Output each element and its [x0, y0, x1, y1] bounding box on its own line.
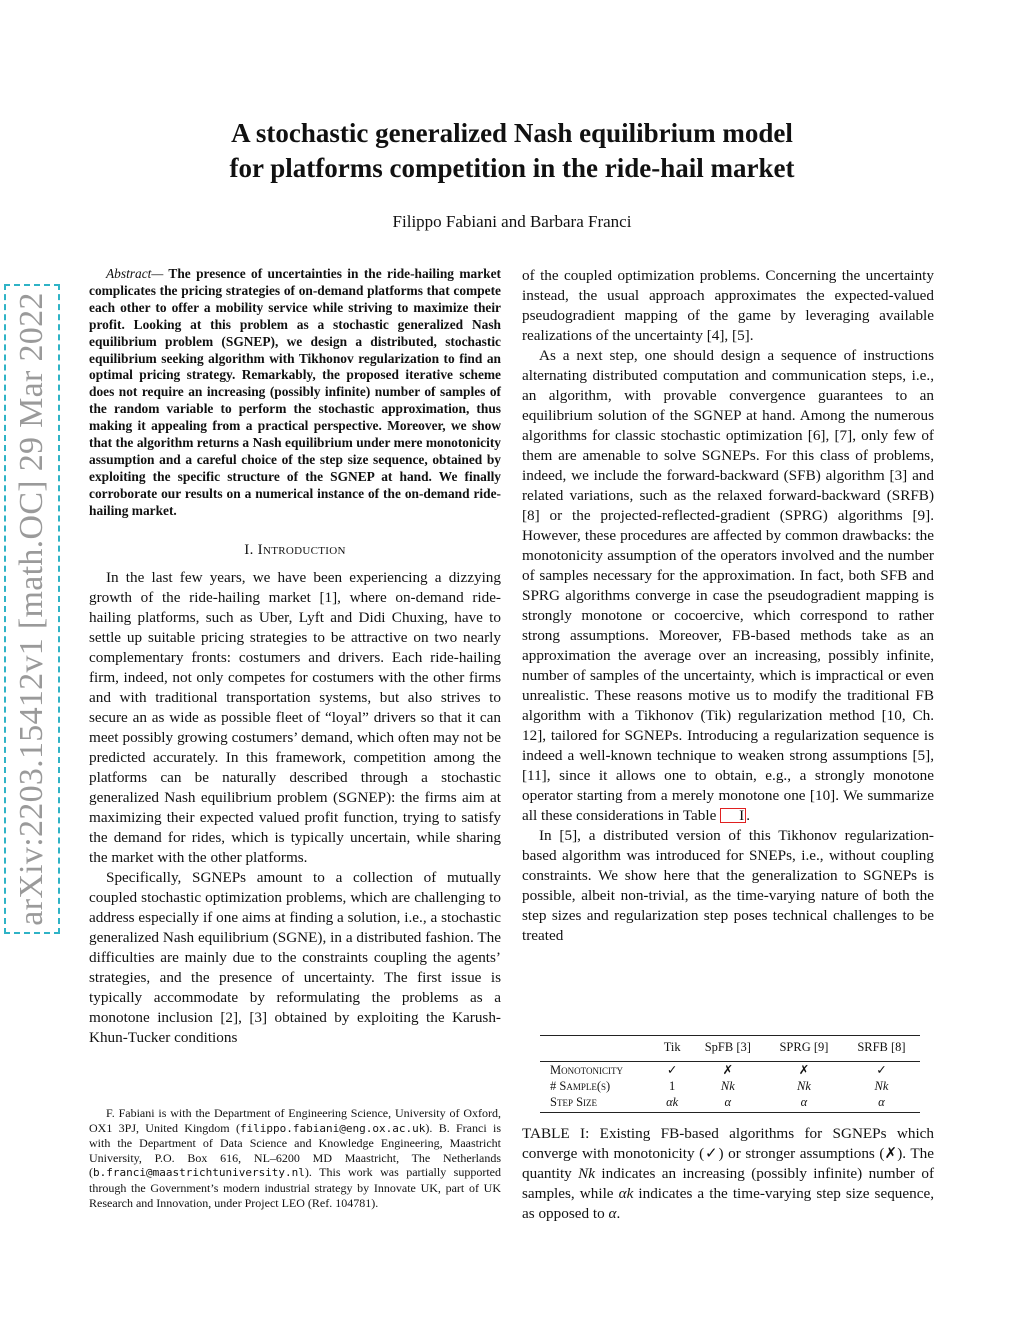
caption-math-alpha: α [608, 1205, 617, 1222]
caption-text-b: indicates an increasing (possibly infinite) number of samples, while [522, 1165, 934, 1202]
table-cell: ✓ [876, 1063, 887, 1077]
table-header-row [540, 1036, 920, 1062]
right-paragraph-1: of the coupled optimization problems. Concerning the uncertainty instead, the usual approach approximates the expected-valued pseudogradient mapping of the game by leveraging available realizations of the uncertainty [4], [5]. [522, 267, 934, 344]
abstract [89, 266, 501, 520]
algorithms-table [540, 1035, 920, 1113]
right-paragraph-2 [522, 346, 934, 826]
table-header-tik: Tik [663, 1040, 681, 1054]
table-cell: 1 [669, 1079, 676, 1093]
table-cell: ✗ [798, 1063, 810, 1077]
footnote-text-c: ). This work was partially supported through the Government’s modern industrial strategy by Innovate UK, part of UK Research and Innovation, under Project LEO (Ref. 104781). [89, 1165, 501, 1210]
table-cell: α [765, 1094, 843, 1113]
table-caption [522, 1124, 934, 1224]
abstract-text: The presence of uncertainties in the ride-hailing market complicates the pricing strategies of on-demand platforms that compete each other to offer a mobility service while striving to maximize their profit. Looking at this problem as a stochastic generalized Nash equilibrium problem (SGNEP), we design a distributed, stochastic equilibrium seeking algorithm with Tikhonov regularization to find an optimal pricing strategy. Remarkably, the proposed iterative scheme does not require an increasing (possibly infinite) number of samples of the random variable to perform the stochastic approximation, thus making it appealing from a practical perspective. Moreover, we show that the algorithm returns a Nash equilibrium under mere monotonicity assumption and a careful choice of the step size sequence, obtained by exploiting the specific structure of the SGNEP at hand. We finally corroborate our results on a numerical instance of the on-demand ride-hailing market. [89, 266, 501, 518]
table-header-empty [540, 1036, 654, 1062]
paper-title [0, 116, 1024, 186]
caption-end: . [616, 1205, 621, 1222]
table-row [540, 1062, 920, 1079]
table-row [540, 1078, 920, 1094]
table-header-spfb: SpFB [3] [704, 1040, 751, 1054]
table-header-srfb: SRFB [8] [857, 1040, 906, 1054]
table-cell: Nk [874, 1079, 889, 1093]
arxiv-sidebar-stamp [4, 284, 60, 934]
right-paragraph-2-end: . [746, 807, 751, 824]
row-label-monotonicity: Monotonicity [550, 1063, 623, 1077]
table-cell: ✗ [722, 1063, 734, 1077]
arxiv-identifier: arXiv:2203.15412v1 [math.OC] 29 Mar 2022 [13, 292, 50, 926]
right-column [522, 266, 934, 946]
caption-math-nk: Nk [578, 1165, 596, 1182]
caption-text-c: indicates a the time-varying step size sequence, as opposed to [522, 1185, 934, 1222]
authors: Filippo Fabiani and Barbara Franci [392, 212, 632, 231]
row-label-samples: # Sample(s) [550, 1079, 611, 1093]
right-paragraph-2-text: As a next step, one should design a sequence of instructions alternating distributed computation and communication steps, i.e., an algorithm, with provable convergence guarantees to an equilibrium solution of the SGNEP at hand. Among the numerous algorithms for classic stochastic optimization [6], [7], only few of them are amenable to solve SGNEPs. For this class of problems, indeed, we include the forward-backward (SFB) algorithm [3] and related variations, such as the relaxed forward-backward (SRFB) [8] or the projected-reflected-gradient (SPRG) algorithms [9]. However, these procedures are affected by common drawbacks: the monotonicity assumption of the operators involved and the number of samples necessary for the approximation. In fact, both SFB and SPRG algorithms converge in case the pseudogradient mapping is strongly monotone or cocoercive, which correspond to rather strong assumptions. Moreover, FB-based methods take as an approximation the average over an increasing, possibly infinite, number of samples of the uncertainty, which is impractical or even unrealistic. These reasons motive us to modify the traditional FB algorithm with a Tikhonov (Tik) regularization method [10, Ch. 12], tailored for SGNEPs. Introducing a regularization sequence is indeed a well-known technique to weaken strong assumptions [5], [11], since it allows one to obtain, e.g., a strongly monotone operator starting from a merely monotone one [10]. We summarize all these considerations in Table [522, 347, 934, 824]
footnote-email-franci[interactable]: b.franci@maastrichtuniversity.nl [93, 1166, 305, 1180]
footnote-text-a: F. Fabiani is with the Department of Engineering Science, University of Oxford, OX1 3PJ, United Kingdom ( [89, 1106, 501, 1135]
table-row [540, 1094, 920, 1113]
intro-paragraph-2: Specifically, SGNEPs amount to a collection of mutually coupled stochastic optimization problems, which are challenging to address especially if one aims at finding a solution, i.e., a stochastic generalized Nash equilibrium (SGNE), in a distributed fashion. The difficulties are mainly due to the constraints coupling the agents’ strategies, and the presence of uncertainty. The first issue is typically accommodate by reformulating the problems as a monotone inclusion [2], [3] obtained by exploiting the Karush-Khun-Tucker conditions [89, 868, 501, 1046]
table-cell: αk [654, 1094, 691, 1113]
row-label-step-size: Step Size [540, 1094, 654, 1113]
title-line-2: for platforms competition in the ride-hail market [229, 153, 795, 183]
caption-math-alpha-k: αk [618, 1185, 634, 1202]
intro-paragraph-1: In the last few years, we have been experiencing a dizzying growth of the ride-hailing market [1], where on-demand ride-hailing platforms, such as Uber, Lyft and Didi Chuxing, have to settle up suitable pricing strategies to be attractive on two nearly complementary fronts: costumers and drivers. Each ride-hailing firm, indeed, not only competes for costumers with the other firms and with traditional transportation systems, but also strives to secure an as wide as possible fleet of “loyal” drivers so that it can meet possibly growing costumers’ demand, which often may not be predicted accurately. In this framework, competition among the platforms can be naturally described through a stochastic generalized Nash equilibrium problem (SGNEP): the firms aim at maximizing their expected valued profit function, trying to satisfy the demand for rides, which is typically uncertain, while sharing the market with the other platforms. [89, 568, 501, 866]
section-heading-introduction: I. Introduction [244, 541, 346, 558]
table-header-sprg: SPRG [9] [779, 1040, 829, 1054]
table-cell: α [691, 1094, 765, 1113]
footnote-email-fabiani[interactable]: filippo.fabiani@eng.ox.ac.uk [239, 1121, 426, 1135]
table-cell: Nk [797, 1079, 811, 1093]
right-paragraph-3: In [5], a distributed version of this Tikhonov regularization-based algorithm was introduced for SNEPs, i.e., without coupling constraints. We show here that the generalization to SGNEPs is possible, albeit non-trivial, as the time-varying nature of both the step sizes and regularization step poses technical challenges to be treated [522, 827, 934, 944]
table-cell: ✓ [666, 1063, 678, 1077]
left-column [89, 266, 501, 1048]
table-cell: Nk [720, 1079, 735, 1093]
title-line-1: A stochastic generalized Nash equilibrium model [231, 118, 793, 148]
footnote [89, 1106, 501, 1210]
abstract-label: Abstract— [106, 266, 164, 281]
caption-text-a: TABLE I: Existing FB-based algorithms for SGNEPs which converge with monotonicity (✓) or stronger assumptions (✗). The quantity [522, 1125, 934, 1182]
table-reference-link[interactable]: I [720, 808, 746, 823]
footnote-text-b: ). B. Franci is with the Department of Data Science and Knowledge Engineering, Maastricht University, P.O. Box 616, NL–6200 MD Maastricht, The Netherlands ( [89, 1120, 501, 1180]
table-cell: α [843, 1094, 920, 1113]
